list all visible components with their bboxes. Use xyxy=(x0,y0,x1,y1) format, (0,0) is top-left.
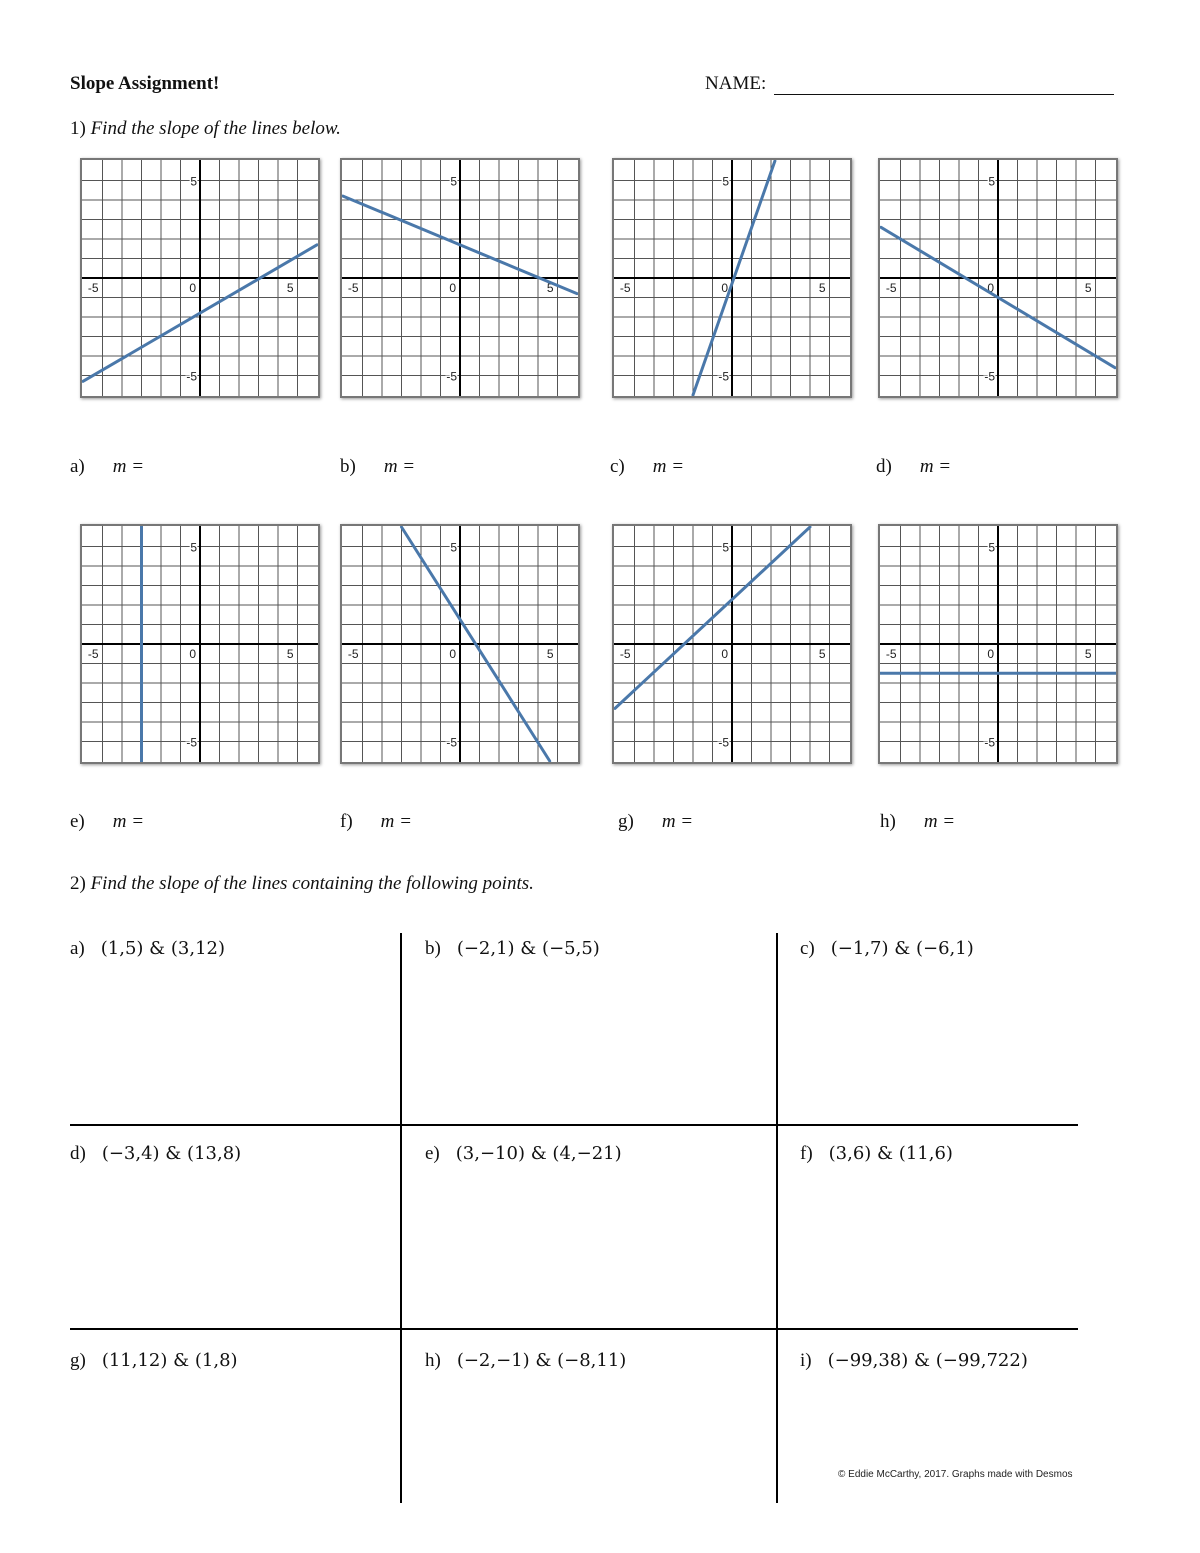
x-tick-label: 0 xyxy=(449,281,456,295)
x-tick-label: 5 xyxy=(546,281,554,295)
y-tick-label: 5 xyxy=(988,540,995,555)
problem-d: d) (−3,4) & (13,8) xyxy=(70,1143,242,1164)
answer-h: h) m = xyxy=(880,811,956,832)
graph-a xyxy=(80,158,320,398)
x-tick-label: -5 xyxy=(619,647,631,661)
y-tick-label: -5 xyxy=(984,369,995,384)
part1-instruction xyxy=(70,118,341,140)
graph-e-plot xyxy=(82,526,318,762)
x-tick-label: -5 xyxy=(87,281,99,295)
graph-b xyxy=(340,158,580,398)
graph-b-plot xyxy=(342,160,578,396)
x-tick-label: -5 xyxy=(885,281,897,295)
x-tick-label: -5 xyxy=(347,647,359,661)
answer-d: d) m = xyxy=(876,456,952,477)
graph-f-plot xyxy=(342,526,578,762)
answer-e: e) m = xyxy=(70,811,145,832)
graph-h-plot xyxy=(880,526,1116,762)
problem-e: e) (3,−10) & (4,−21) xyxy=(425,1143,622,1164)
name-blank[interactable] xyxy=(774,77,1114,95)
x-tick-label: -5 xyxy=(87,647,99,661)
page-title: Slope Assignment! xyxy=(70,73,220,94)
problem-c: c) (−1,7) & (−6,1) xyxy=(800,938,974,959)
x-tick-label: 5 xyxy=(286,647,294,661)
part2-instruction xyxy=(70,873,534,895)
name-field xyxy=(705,73,1114,95)
x-tick-label: 0 xyxy=(987,647,994,661)
answer-c: c) m = xyxy=(610,456,685,477)
grid-divider-h1 xyxy=(70,1124,1078,1126)
x-tick-label: 0 xyxy=(987,281,994,295)
problem-a: a) (1,5) & (3,12) xyxy=(70,938,226,959)
y-tick-label: -5 xyxy=(718,735,729,750)
answer-a: a) m = xyxy=(70,456,145,477)
x-tick-label: 5 xyxy=(818,281,826,295)
graph-h xyxy=(878,524,1118,764)
y-tick-label: -5 xyxy=(186,369,197,384)
y-tick-label: -5 xyxy=(186,735,197,750)
part1-number: 1) xyxy=(70,118,86,139)
graph-c-plot xyxy=(614,160,850,396)
x-tick-label: 5 xyxy=(1084,647,1092,661)
y-tick-label: 5 xyxy=(450,174,457,189)
x-tick-label: 0 xyxy=(721,281,728,295)
x-tick-label: -5 xyxy=(885,647,897,661)
y-tick-label: 5 xyxy=(722,540,729,555)
problem-g: g) (11,12) & (1,8) xyxy=(70,1350,238,1371)
graph-g xyxy=(612,524,852,764)
graph-g-plot xyxy=(614,526,850,762)
x-tick-label: 5 xyxy=(546,647,554,661)
answer-g: g) m = xyxy=(618,811,694,832)
part1-text: Find the slope of the lines below. xyxy=(90,118,341,139)
y-tick-label: 5 xyxy=(988,174,995,189)
y-tick-label: 5 xyxy=(190,174,197,189)
x-tick-label: 0 xyxy=(189,281,196,295)
y-tick-label: -5 xyxy=(984,735,995,750)
x-tick-label: 5 xyxy=(286,281,294,295)
grid-divider-v1 xyxy=(400,933,402,1503)
answer-b: b) m = xyxy=(340,456,416,477)
problem-f: f) (3,6) & (11,6) xyxy=(800,1143,953,1164)
x-tick-label: 0 xyxy=(721,647,728,661)
y-tick-label: 5 xyxy=(190,540,197,555)
y-tick-label: 5 xyxy=(450,540,457,555)
y-tick-label: 5 xyxy=(722,174,729,189)
part2-text: Find the slope of the lines containing the following points. xyxy=(90,873,534,894)
y-tick-label: -5 xyxy=(446,735,457,750)
y-tick-label: -5 xyxy=(446,369,457,384)
name-label: NAME: xyxy=(705,73,767,94)
copyright-footer: © Eddie McCarthy, 2017. Graphs made with Desmos xyxy=(838,1469,1073,1480)
graph-c xyxy=(612,158,852,398)
x-tick-label: 5 xyxy=(818,647,826,661)
graph-a-plot xyxy=(82,160,318,396)
problem-h: h) (−2,−1) & (−8,11) xyxy=(425,1350,627,1371)
graph-e xyxy=(80,524,320,764)
grid-divider-h2 xyxy=(70,1328,1078,1330)
x-tick-label: 0 xyxy=(189,647,196,661)
graph-d-plot xyxy=(880,160,1116,396)
graph-f xyxy=(340,524,580,764)
problem-b: b) (−2,1) & (−5,5) xyxy=(425,938,600,959)
part2-number: 2) xyxy=(70,873,86,894)
y-tick-label: -5 xyxy=(718,369,729,384)
x-tick-label: -5 xyxy=(347,281,359,295)
x-tick-label: 5 xyxy=(1084,281,1092,295)
graph-d xyxy=(878,158,1118,398)
problem-i: i) (−99,38) & (−99,722) xyxy=(800,1350,1028,1371)
grid-divider-v2 xyxy=(776,933,778,1503)
x-tick-label: -5 xyxy=(619,281,631,295)
x-tick-label: 0 xyxy=(449,647,456,661)
answer-f: f) m = xyxy=(340,811,412,832)
